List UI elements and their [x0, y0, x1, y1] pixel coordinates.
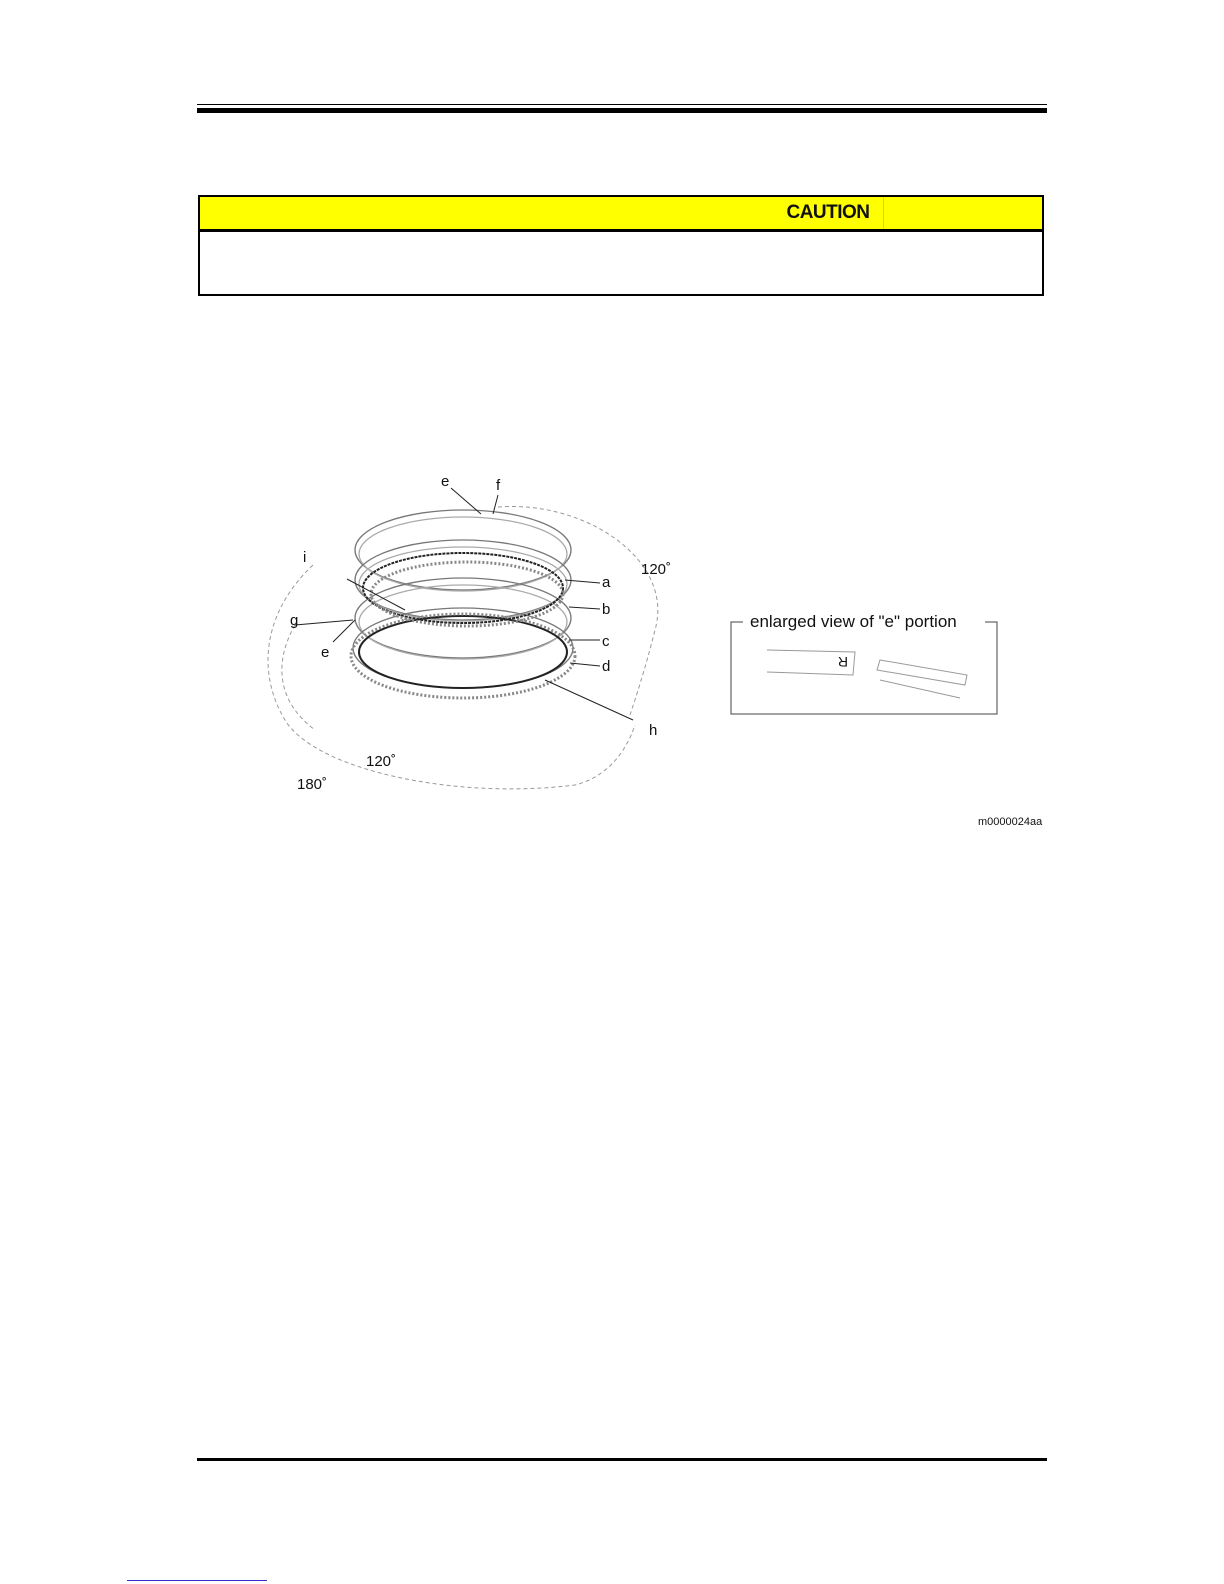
- enlarged-view-inset: [731, 612, 997, 714]
- caution-box: [198, 195, 1044, 296]
- label-i: i: [303, 549, 307, 566]
- angle-top-right: 120˚: [641, 561, 672, 578]
- label-g: g: [290, 612, 299, 629]
- footer-rule: [197, 1458, 1047, 1461]
- enlarged-mark-r: R: [837, 654, 848, 670]
- caution-title: CAUTION: [773, 197, 884, 229]
- enlarged-view-title: enlarged view of "e" portion: [750, 612, 957, 631]
- label-b: b: [602, 601, 611, 618]
- label-h: h: [649, 722, 658, 739]
- label-e-top: e: [441, 473, 450, 490]
- caution-header: [200, 197, 1042, 232]
- figure-id: m0000024aa: [978, 816, 1043, 828]
- piston-ring-diagram: [255, 470, 1055, 835]
- label-d: d: [602, 658, 611, 675]
- angle-outer: 180˚: [297, 776, 328, 793]
- footer-link-underline: [127, 1580, 267, 1581]
- label-a: a: [602, 574, 611, 591]
- angle-bottom: 120˚: [366, 753, 397, 770]
- header-rule-thin: [197, 104, 1047, 105]
- label-c: c: [602, 633, 610, 650]
- label-e-left: e: [321, 644, 330, 661]
- caution-body: [200, 232, 1042, 294]
- label-f: f: [496, 477, 501, 494]
- header-rule: [197, 108, 1047, 113]
